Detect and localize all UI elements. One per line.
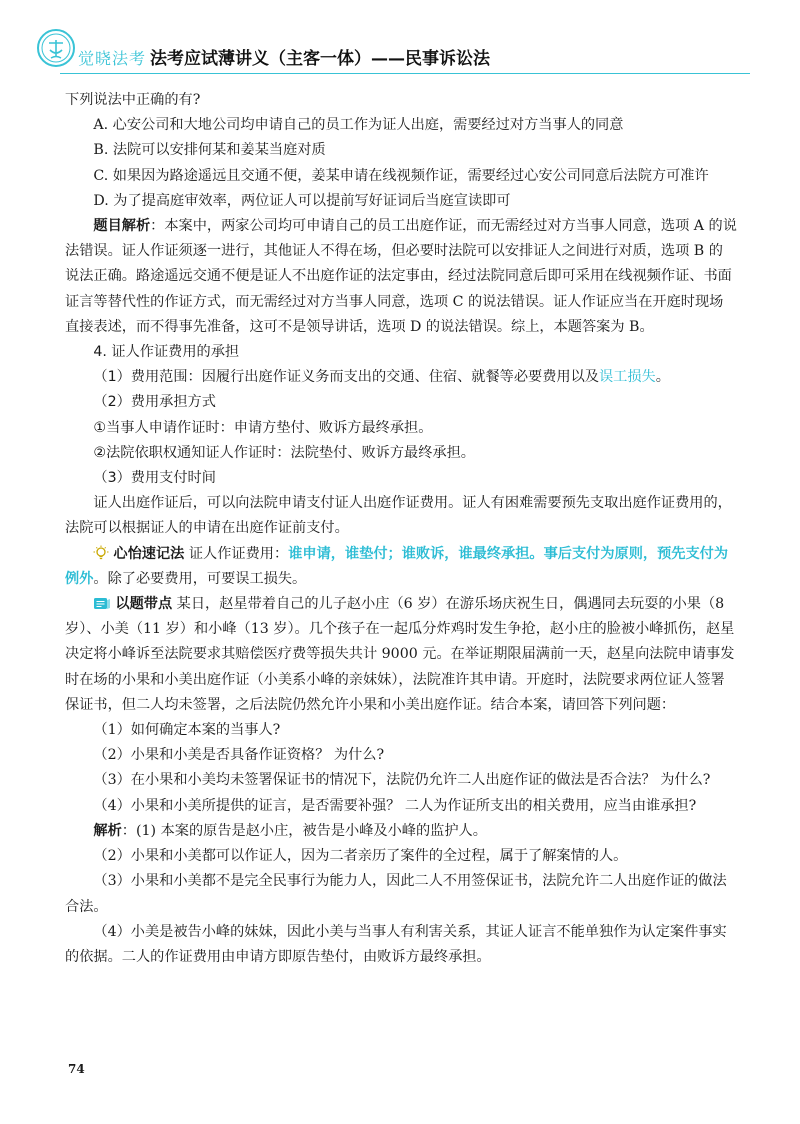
book-icon <box>93 596 111 611</box>
answer-label: 解析 <box>93 822 122 839</box>
page-header <box>0 0 800 80</box>
case-question-4: （4）小果和小美所提供的证言，是否需要补强？ 二人为作证所支出的相关费用，应当由谁承担? <box>93 797 697 814</box>
option-b: B. 法院可以安排何某和姜某当庭对质 <box>93 142 326 159</box>
lightbulb-icon <box>93 545 109 561</box>
page-content <box>65 88 737 970</box>
fee-bearing-b: ②法院依职权通知证人作证时：法院垫付、败诉方最终承担。 <box>93 444 475 461</box>
case-paragraph <box>65 592 737 718</box>
lost-wages-highlight: 误工损失 <box>598 369 656 386</box>
option-a: A. 心安公司和大地公司均申请自己的员工作为证人出庭，需要经过对方当事人的同意 <box>93 117 624 134</box>
case-text: 某日，赵星带着自己的儿子赵小庄（6 岁）在游乐场庆祝生日，偶遇同去玩耍的小果（8 岁）、小美（11 岁）和小峰（13 岁）。几个孩子在一起瓜分炸鸡时发生争抢，赵小庄的脸被小峰抓伤，赵星决定将小峰诉至法院要求其赔偿医疗费等损失共计 9000 元。在举证期限届满前一天，赵星向法院申请事发时在场的小果和小美出庭作证（小美系小峰的亲妹妹），法院准许其申请。开庭时，法院要求两位证人签署保证书，但二人均未签署，之后法院仍然允许小果和小美出庭作证。结合本案，请回答下列问题： <box>65 596 735 713</box>
case-answer-3: （3）小果和小美都不是完全民事行为能力人，因此二人不用签保证书，法院允许二人出庭作证的做法合法。 <box>65 873 727 915</box>
case-answer-4: （4）小美是被告小峰的妹妹，因此小美与当事人有利害关系，其证人证言不能单独作为认定案件事实的依据。二人的作证费用由申请方即原告垫付，由败诉方最终承担。 <box>65 923 727 965</box>
fee-bearing-title: （2）费用承担方式 <box>93 394 216 411</box>
case-answer-2: （2）小果和小美都可以作证人，因为二者亲历了案件的全过程，属于了解案情的人。 <box>93 848 628 865</box>
payment-time-title: （3）费用支付时间 <box>93 470 216 487</box>
section-title: 4. 证人作证费用的承担 <box>93 344 240 361</box>
memo-lead: 证人作证费用： <box>188 545 289 562</box>
option-d: D. 为了提高庭审效率，两位证人可以提前写好证词后当庭宣读即可 <box>93 192 511 209</box>
logo-text: 觉晓法考 <box>78 49 147 68</box>
header-divider <box>60 73 750 74</box>
logo-emblem-icon <box>36 28 76 68</box>
option-c: C. 如果因为路途遥远且交通不便，姜某申请在线视频作证，需要经过心安公司同意后法院方可准许 <box>93 167 709 184</box>
case-answer-1: 解析：(1) 本案的原告是赵小庄，被告是小峰及小峰的监护人。 <box>93 822 487 839</box>
fee-scope: （1）费用范围：因履行出庭作证义务而支出的交通、住宿、就餐等必要费用以及误工损失。 <box>93 369 670 386</box>
case-question-1: （1）如何确定本案的当事人? <box>93 722 281 739</box>
analysis-paragraph <box>65 214 737 340</box>
memo-paragraph <box>65 542 737 592</box>
page-number: 74 <box>68 1062 85 1076</box>
memo-highlight: 谁申请，谁垫付；谁败诉，谁最终承担。事后支付为原则，预先支付为例外 <box>65 545 729 587</box>
payment-time-text: 证人出庭作证后，可以向法院申请支付证人出庭作证费用。证人有困难需要预先支取出庭作证费用的，法院可以根据证人的申请在出庭作证前支付。 <box>65 495 732 537</box>
case-question-3: （3）在小果和小美均未签署保证书的情况下，法院仍允许二人出庭作证的做法是否合法？ 为什么? <box>93 772 711 789</box>
memo-label: 心怡速记法 <box>113 545 185 562</box>
analysis-label: 题目解析 <box>93 218 151 235</box>
case-label: 以题带点 <box>115 596 173 613</box>
book-title: 法考应试薄讲义（主客一体）——民事诉讼法 <box>150 49 490 69</box>
case-question-2: （2）小果和小美是否具备作证资格？ 为什么? <box>93 747 385 764</box>
fee-bearing-a: ①当事人申请作证时：申请方垫付、败诉方最终承担。 <box>93 419 433 436</box>
memo-tail: 。除了必要费用，可要误工损失。 <box>93 570 307 587</box>
analysis-text: ：本案中，两家公司均可申请自己的员工出庭作证，而无需经过对方当事人同意，选项 A 的说法错误。证人作证须逐一进行，其他证人不得在场，但必要时法院可以安排证人之间进行对质，选项 B 的说法正确。路途遥远交通不便是证人不出庭作证的法定事由，经过法院同意后即可采用在线视频作证、书面证言等替代性的作证方式，而无需经过对方当事人同意，选项 C 的说法错误。证人作证应当在开庭时现场直接表述，而不得事先准备，这可不是领导讲话，选项 D 的说法错误。综上，本题答案为 B。 <box>65 218 737 335</box>
question-stem: 下列说法中正确的有? <box>65 92 201 108</box>
